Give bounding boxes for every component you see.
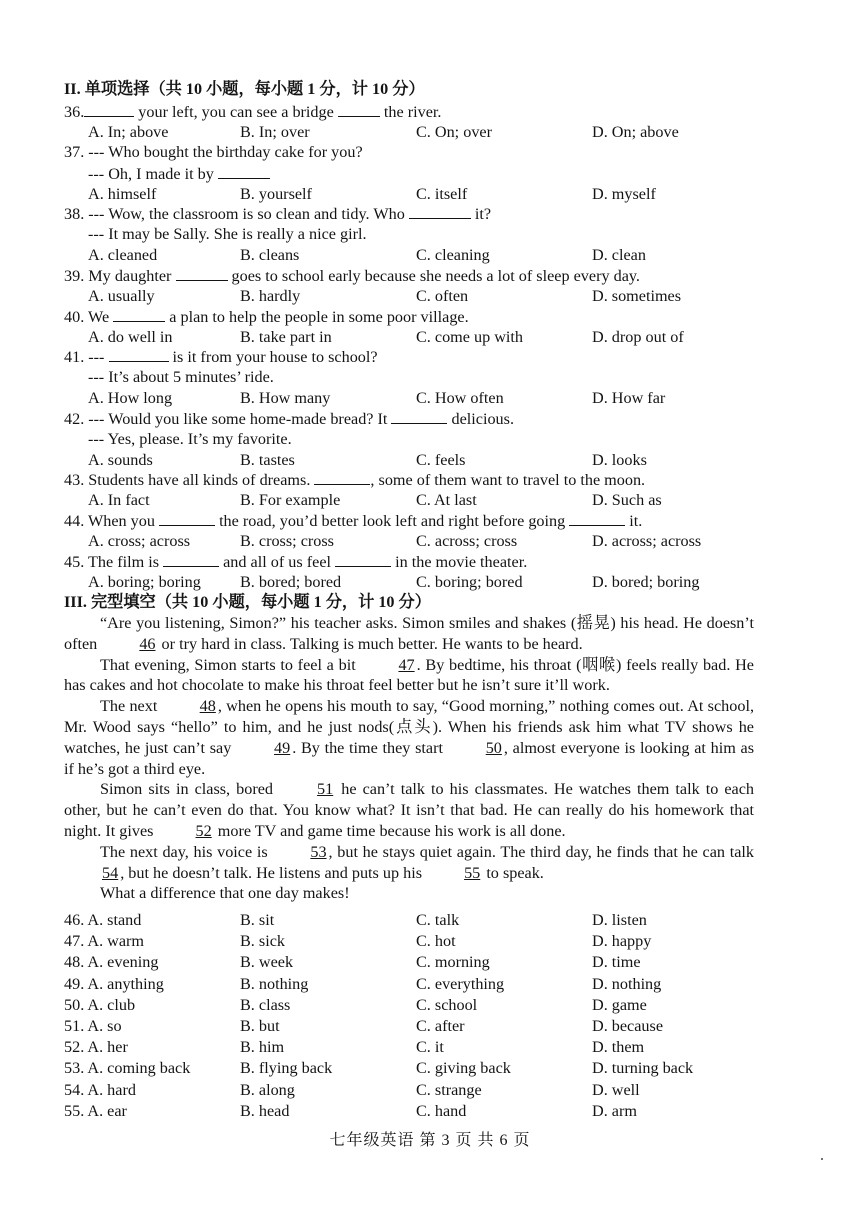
option-a: A. sounds (88, 451, 153, 469)
question-text: goes to school early because she needs a lot of sleep every day. (227, 267, 640, 285)
option-a: 54. A. hard (64, 1080, 136, 1099)
option-c: C. hand (416, 1101, 467, 1120)
options-row (0, 531, 860, 551)
options-row (0, 327, 860, 347)
answer-blank (159, 510, 215, 526)
option-d: D. them (592, 1038, 645, 1057)
question-line (64, 203, 491, 225)
option-c: C. talk (416, 911, 460, 929)
options-row (0, 1037, 860, 1057)
option-b: B. sit (240, 911, 275, 929)
question-text: 43. Students have all kinds of dreams. (64, 471, 315, 489)
option-b: B. along (240, 1080, 295, 1099)
answer-blank (163, 551, 219, 567)
options-row (0, 974, 860, 994)
options-row (0, 931, 860, 951)
option-c: C. after (416, 1017, 465, 1035)
section-heading: II. 单项选择（共 10 小题，每小题 1 分，计 10 分） (64, 80, 425, 98)
blank-number: 55 (464, 863, 481, 882)
question-line (64, 551, 527, 573)
option-d: D. How far (592, 389, 666, 407)
option-b: B. him (240, 1038, 285, 1057)
question-text: 42. --- Would you like some home-made bread? It (64, 410, 392, 428)
blank-number: 49 (274, 738, 291, 757)
option-a: 48. A. evening (64, 953, 159, 972)
option-a: 51. A. so (64, 1017, 122, 1035)
option-a: 47. A. warm (64, 932, 145, 951)
question-text: the road, you’d better look left and right before going (215, 512, 570, 530)
option-c: C. hot (416, 932, 456, 951)
passage-text: The next (100, 697, 162, 716)
option-c: C. often (416, 287, 469, 305)
answer-blank (314, 469, 370, 485)
blank-number: 48 (199, 697, 216, 716)
option-b: B. week (240, 953, 294, 972)
options-row (0, 184, 860, 204)
question-text: 41. --- (64, 348, 109, 366)
option-d: D. bored; boring (592, 573, 700, 591)
options-row (0, 1016, 860, 1036)
passage-text: or try hard in class. Talking is much better. He wants to be heard. (157, 634, 583, 653)
option-a: A. cleaned (88, 246, 158, 264)
question-text: --- It may be Sally. She is really a nice girl. (88, 225, 367, 243)
option-a: A. boring; boring (88, 573, 201, 591)
passage-paragraph (64, 779, 754, 841)
question-text: 44. When you (64, 512, 160, 530)
option-d: D. turning back (592, 1059, 694, 1078)
option-d: D. sometimes (592, 287, 682, 305)
option-b: B. class (240, 995, 291, 1014)
options-row (0, 245, 860, 265)
option-c: C. How often (416, 389, 504, 407)
question-text: 40. We (64, 308, 114, 326)
options-row (0, 995, 860, 1015)
options-row (0, 952, 860, 972)
blank-number: 54 (102, 863, 119, 882)
option-d: D. Such as (592, 491, 662, 509)
option-b: B. sick (240, 932, 285, 951)
answer-blank (409, 203, 471, 219)
question-line (88, 224, 367, 245)
page-footer: 七年级英语 第 3 页 共 6 页 (329, 1132, 531, 1149)
question-line (64, 101, 441, 123)
option-d: D. arm (592, 1101, 637, 1120)
passage-text: Simon sits in class, bored (100, 780, 280, 799)
option-a: A. In fact (88, 491, 150, 509)
question-text: in the movie theater. (391, 553, 528, 571)
question-line (64, 510, 642, 532)
answer-blank (109, 346, 169, 362)
option-d: D. across; across (592, 532, 702, 550)
passage-text: . By the time they start (292, 738, 448, 757)
answer-blank (391, 408, 447, 424)
passage-text: more TV and game time because his work is all done. (213, 821, 566, 840)
question-text: 45. The film is (64, 553, 164, 571)
question-text: delicious. (447, 410, 514, 428)
question-text: 38. --- Wow, the classroom is so clean and tidy. Who (64, 205, 409, 223)
question-text: 36. (64, 103, 85, 121)
option-a: 49. A. anything (64, 974, 164, 993)
question-text: the river. (379, 103, 442, 121)
options-row (0, 388, 860, 408)
option-c: C. everything (416, 974, 505, 993)
option-a: A. In; above (88, 123, 169, 141)
passage-text: . By bedtime, his throat (咽喉) feels really bad. He has cakes and hot chocolate to make his throat feel better but he isn’t sure it’ll work. (64, 655, 754, 695)
passage-text: “Are you listening, Simon?” his teacher asks. Simon smiles and shakes (摇晃) his head. He doesn’t often (64, 614, 754, 653)
option-d: D. drop out of (592, 328, 684, 346)
passage-text: , but he doesn’t talk. He listens and puts up his (120, 863, 427, 882)
question-line (64, 265, 640, 287)
passage-text: , almost everyone is looking at him as if he’s got a third eye. (64, 738, 754, 778)
passage-text: What a difference that one day makes! (100, 884, 350, 903)
question-line (64, 306, 469, 328)
scan-speck (821, 1158, 823, 1160)
options-row (0, 122, 860, 142)
passage-paragraph (64, 655, 754, 697)
option-c: C. feels (416, 451, 466, 469)
answer-blank (569, 510, 625, 526)
question-text: --- Oh, I made it by (88, 165, 218, 183)
answer-blank (218, 163, 270, 179)
question-text: it? (470, 205, 492, 223)
options-row (0, 910, 860, 930)
options-row (0, 572, 860, 592)
question-text: --- It’s about 5 minutes’ ride. (88, 368, 274, 386)
options-row (0, 1058, 860, 1078)
option-d: D. On; above (592, 123, 679, 141)
option-c: C. itself (416, 185, 468, 203)
option-b: B. but (240, 1017, 280, 1035)
options-row (0, 1080, 860, 1100)
question-text: your left, you can see a bridge (134, 103, 338, 121)
options-row (0, 490, 860, 510)
options-row (0, 286, 860, 306)
blank-number: 52 (195, 821, 212, 840)
option-b: B. head (240, 1101, 290, 1120)
option-d: D. because (592, 1017, 664, 1035)
question-text: and all of us feel (219, 553, 336, 571)
option-b: B. bored; bored (240, 573, 342, 591)
option-b: B. yourself (240, 185, 312, 203)
passage-text: , but he stays quiet again. The third day, he finds that he can talk (328, 842, 754, 861)
blank-number: 50 (485, 738, 502, 757)
question-line (88, 367, 274, 388)
option-d: D. nothing (592, 974, 662, 993)
option-b: B. In; over (240, 123, 310, 141)
answer-blank (113, 306, 165, 322)
question-line (64, 346, 378, 368)
question-text: is it from your house to school? (168, 348, 378, 366)
option-d: D. listen (592, 911, 647, 929)
passage-paragraph (64, 842, 754, 884)
option-a: 46. A. stand (64, 911, 142, 929)
answer-blank (176, 265, 228, 281)
answer-blank (84, 101, 134, 117)
question-text: 39. My daughter (64, 267, 176, 285)
passage-paragraph (64, 613, 754, 655)
passage-paragraph (64, 883, 754, 904)
option-d: D. looks (592, 451, 647, 469)
passage-text: to speak. (482, 863, 544, 882)
question-line (64, 469, 645, 491)
blank-number: 53 (310, 842, 327, 861)
option-a: A. cross; across (88, 532, 191, 550)
option-c: C. strange (416, 1080, 482, 1099)
option-a: 55. A. ear (64, 1101, 127, 1120)
option-c: C. giving back (416, 1059, 511, 1078)
answer-blank (335, 551, 391, 567)
option-c: C. come up with (416, 328, 524, 346)
option-a: A. usually (88, 287, 155, 305)
option-a: 53. A. coming back (64, 1059, 191, 1078)
option-b: B. tastes (240, 451, 295, 469)
blank-number: 46 (139, 634, 156, 653)
question-line (88, 163, 270, 185)
option-a: A. himself (88, 185, 157, 203)
option-b: B. flying back (240, 1059, 333, 1078)
option-d: D. clean (592, 246, 646, 264)
option-a: A. do well in (88, 328, 173, 346)
option-b: B. How many (240, 389, 331, 407)
option-a: A. How long (88, 389, 173, 407)
question-line (64, 408, 514, 430)
options-row (0, 1101, 860, 1121)
option-d: D. happy (592, 932, 652, 951)
option-c: C. school (416, 995, 478, 1014)
option-c: C. cleaning (416, 246, 490, 264)
question-text: it. (625, 512, 643, 530)
blank-number: 47 (398, 655, 415, 674)
option-b: B. For example (240, 491, 341, 509)
option-d: D. well (592, 1080, 640, 1099)
option-c: C. morning (416, 953, 490, 972)
section-heading: III. 完型填空（共 10 小题，每小题 1 分，计 10 分） (64, 593, 431, 611)
option-b: B. nothing (240, 974, 309, 993)
option-a: 50. A. club (64, 995, 136, 1014)
blank-number: 51 (317, 780, 334, 799)
question-text: a plan to help the people in some poor village. (165, 308, 469, 326)
option-b: B. cleans (240, 246, 300, 264)
question-text: , some of them want to travel to the moon. (370, 471, 646, 489)
question-text: --- Yes, please. It’s my favorite. (88, 430, 292, 448)
option-a: 52. A. her (64, 1038, 128, 1057)
question-line (64, 142, 363, 163)
option-c: C. across; cross (416, 532, 518, 550)
passage-text: The next day, his voice is (100, 842, 273, 861)
answer-blank (338, 101, 380, 117)
option-c: C. boring; bored (416, 573, 523, 591)
option-d: D. myself (592, 185, 656, 203)
question-text: 37. --- Who bought the birthday cake for you? (64, 143, 363, 161)
question-line (88, 429, 292, 450)
option-b: B. take part in (240, 328, 332, 346)
cloze-passage (64, 613, 754, 904)
options-row (0, 450, 860, 470)
option-c: C. On; over (416, 123, 492, 141)
passage-paragraph (64, 696, 754, 779)
passage-text: That evening, Simon starts to feel a bit (100, 655, 361, 674)
passage-text: he can’t talk to his classmates. He watches them talk to each other, but he can’t even do that. You know what? It isn’t that bad. He can really do his homework that night. It gives (64, 780, 754, 840)
option-c: C. it (416, 1038, 444, 1057)
option-c: C. At last (416, 491, 477, 509)
option-d: D. game (592, 995, 647, 1014)
option-d: D. time (592, 953, 641, 972)
option-b: B. cross; cross (240, 532, 334, 550)
passage-text: , when he opens his mouth to say, “Good morning,” nothing comes out. At school, Mr. Wood says “hello” to him, and he just nods(点头). When his friends ask him what TV shows he watches, he just can’t say (64, 697, 754, 757)
option-b: B. hardly (240, 287, 301, 305)
